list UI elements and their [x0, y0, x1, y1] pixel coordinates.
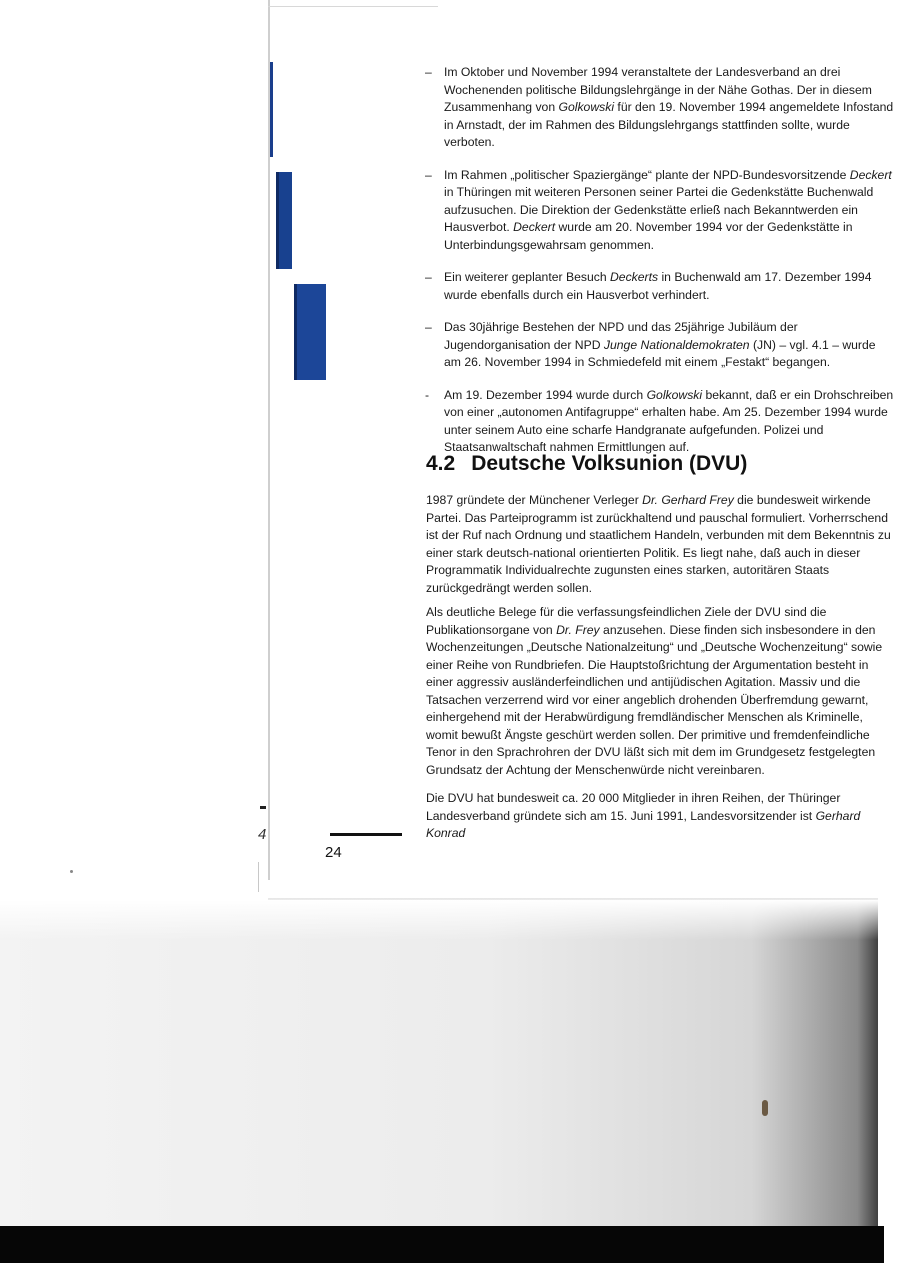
- bullet-item: – Im Rahmen „politischer Spaziergänge“ plante der NPD-Bundesvorsitzende Deckert in Thüringen mit weiteren Personen seiner Partei die Gedenkstätte Buchenwald aufzusuchen. Die Direktion der Gedenkstätte erließ nach Bekanntwerden ein Hausverbot. Deckert wurde am 20. November 1994 vor der Gedenkstätte in Unterbindungsgewahrsam genommen.: [425, 167, 892, 252]
- bullet-dash: –: [425, 65, 432, 79]
- margin-marker-line: [270, 62, 273, 157]
- underlying-page-edge: [258, 862, 271, 892]
- body-paragraph: Als deutliche Belege für die verfassungsfeindlichen Ziele der DVU sind die Publikationsorgane von Dr. Frey anzusehen. Diese finden sich insbesondere in den Wochenzeitungen „Deutsche Nationalzeitung“ und „Deutsche Wochenzeitung“ sowie einer Reihe von Rundbriefen. Die Hauptstoßrichtung der Argumentation besteht in einer aggressiv ausländerfeindlichen und antijüdischen Agitation. Massiv und die Tatsachen verzerrend wird vor einer angeblich drohenden Überfremdung gewarnt, einhergehend mit der Herabwürdigung fremdländischer Menschen als Kriminelle, womit bewußt Ängste geschürt werden sollen. Der primitive und fremdenfeindliche Tenor in den Sprachrohren der DVU läßt sich mit dem im Grundgesetz festgelegten Grundsatz der Achtung der Menschenwürde nicht vereinbaren.: [426, 605, 883, 777]
- scanner-bottom-edge: [0, 1226, 884, 1263]
- bullet-dash: –: [425, 270, 432, 284]
- bullet-dash: –: [425, 167, 432, 182]
- dust-speck: [762, 1100, 768, 1116]
- scanner-right-margin: [878, 900, 900, 1263]
- margin-blue-bar-upper: [276, 172, 292, 269]
- section-title: Deutsche Volksunion (DVU): [471, 452, 748, 475]
- bullet-dash: –: [425, 320, 432, 334]
- bullet-item: – Das 30jährige Bestehen der NPD und das 25jährige Jubiläum der Jugendorganisation der NPD Junge Nationaldemokraten (JN) – vgl. 4.1 – wurde am 26. November 1994 in Schmiedefeld mit einem „Festakt“ begangen.: [425, 320, 876, 369]
- margin-dash-mark: [260, 806, 266, 809]
- bullet-dash: -: [425, 387, 430, 402]
- section-number: 4.2: [426, 452, 456, 475]
- bullet-list: [425, 64, 895, 472]
- margin-blue-bar-lower: [294, 284, 326, 380]
- body-paragraph: 1987 gründete der Münchener Verleger Dr. Gerhard Frey die bundesweit wirkende Partei. Das Parteiprogramm ist zurückhaltend und pauschal formuliert. Vorherrschend ist der Ruf nach Ordnung und staatlichem Handeln, verbunden mit dem Bekenntnis zu einer stark deutsch-national orientierten Politik. Es liegt nahe, daß auch in dieser Programmatik Individualrechte zugunsten eines starken, autoritären Staats zurückgedrängt werden sollen.: [426, 493, 891, 595]
- bullet-item: – Im Oktober und November 1994 veranstaltete der Landesverband an drei Wochenenden politische Bildungslehrgänge in der Nähe Gothas. Der in diesem Zusammenhang von Golkowski für den 19. November 1994 angemeldete Infostand in Arnstadt, der im Rahmen des Bildungslehrgangs stattfinden sollte, wurde verboten.: [425, 65, 894, 149]
- footer-rule: [330, 833, 402, 836]
- bullet-item: – Ein weiterer geplanter Besuch Deckerts in Buchenwald am 17. Dezember 1994 wurde ebenfalls durch ein Hausverbot verhindert.: [425, 270, 872, 302]
- scanner-background: [0, 900, 884, 1228]
- section-heading: [426, 452, 747, 476]
- page-edge-top: [268, 6, 438, 7]
- bullet-item: - Am 19. Dezember 1994 wurde durch Golkowski bekannt, daß er ein Drohschreiben von einer „autonomen Antifagruppe“ erhalten habe. Am 25. Dezember 1994 wurde unter seinem Auto eine scharfe Handgranate aufgefunden. Polizei und Staatsanwaltschaft nahmen Ermittlungen auf.: [425, 387, 894, 454]
- dust-speck: [70, 870, 73, 873]
- page-number: 24: [325, 844, 342, 861]
- body-paragraph: Die DVU hat bundesweit ca. 20 000 Mitglieder in ihren Reihen, der Thüringer Landesverband gründete sich am 15. Juni 1991, Landesvorsitzender ist Gerhard Konrad: [426, 791, 861, 840]
- margin-digit: 4: [258, 826, 267, 843]
- scanner-background-fade: [0, 900, 884, 940]
